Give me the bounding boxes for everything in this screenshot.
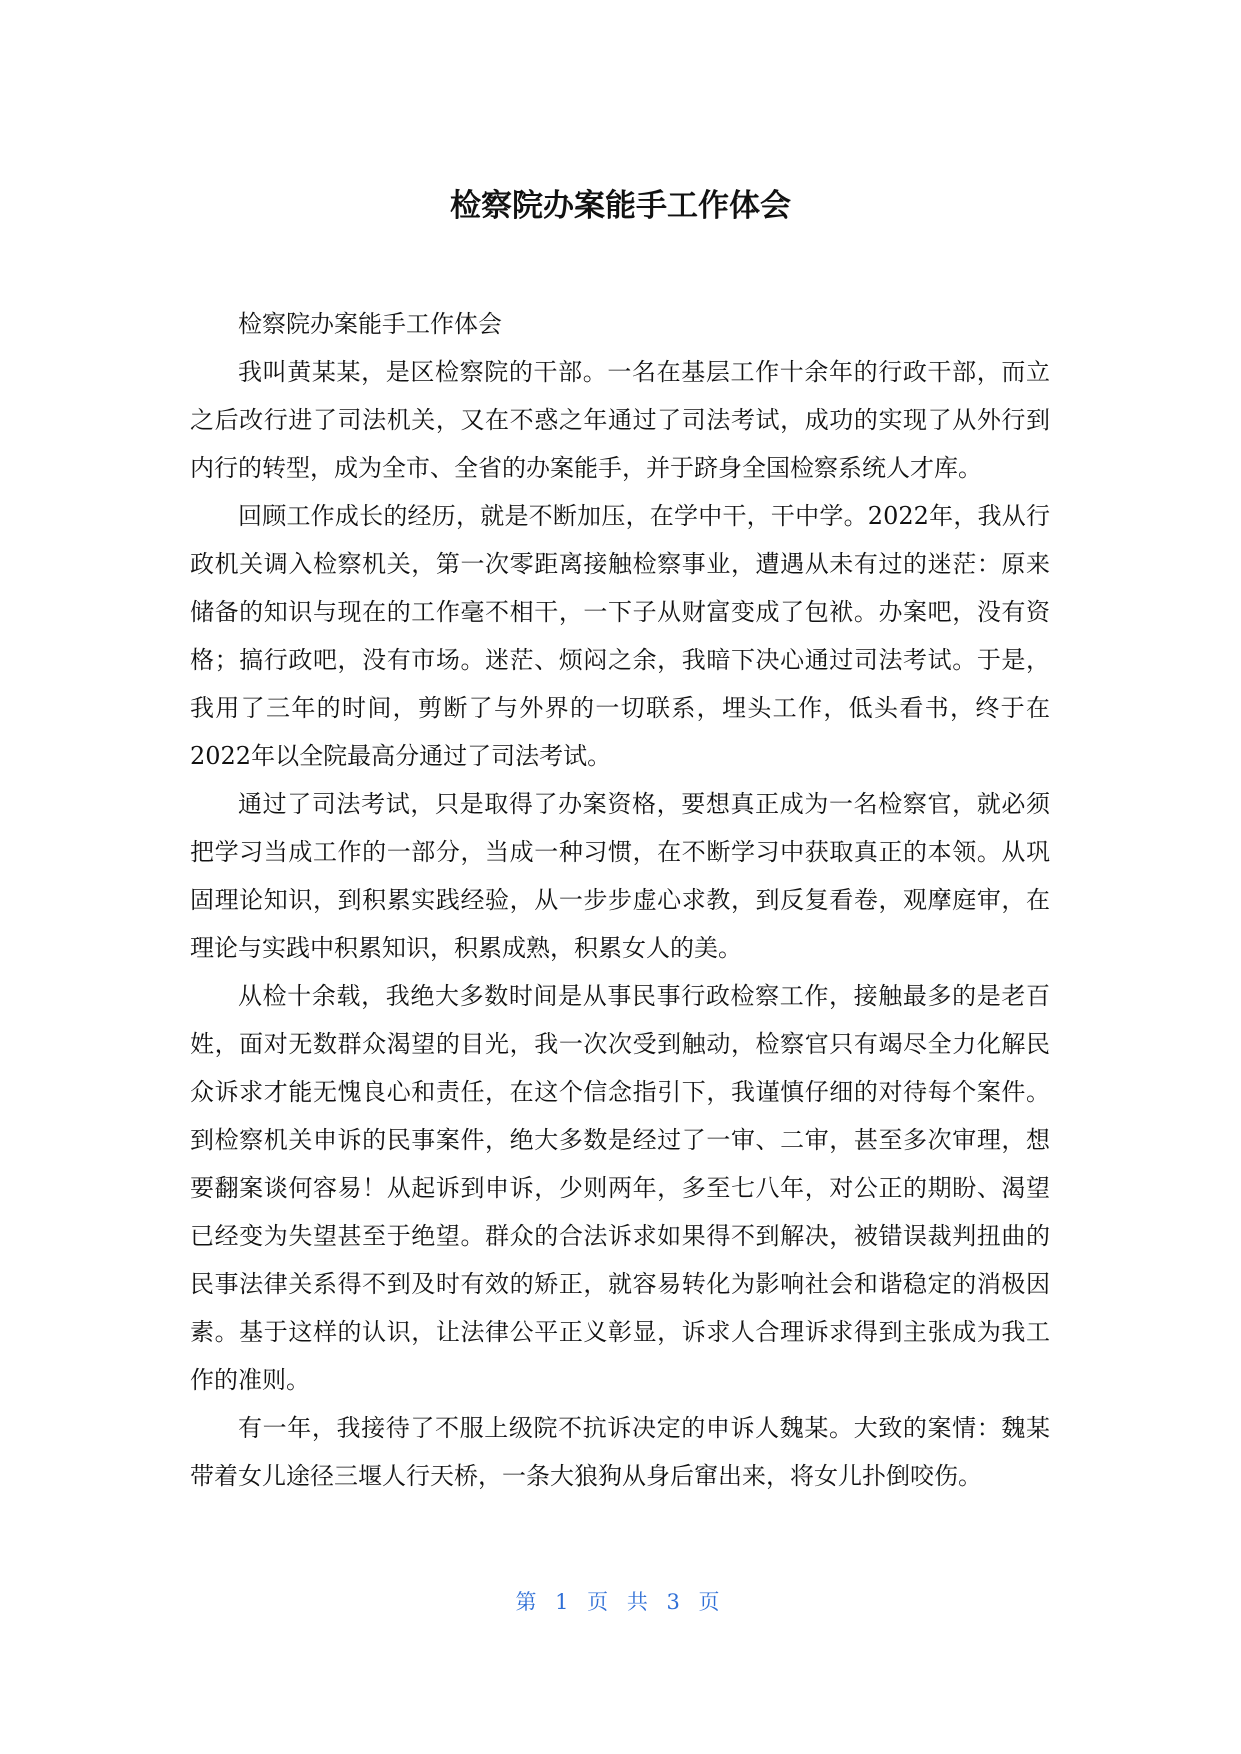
body-paragraph-5: 有一年，我接待了不服上级院不抗诉决定的申诉人魏某。大致的案情：魏某带着女儿途径三堰人行天桥，一条大狼狗从身后窜出来，将女儿扑倒咬伤。 bbox=[190, 1414, 1050, 1490]
body-paragraph-4: 从检十余载，我绝大多数时间是从事民事行政检察工作，接触最多的是老百姓，面对无数群众渴望的目光，我一次次受到触动，检察官只有竭尽全力化解民众诉求才能无愧良心和责任，在这个信念指引下，我谨慎仔细的对待每个案件。到检察机关申诉的民事案件，绝大多数是经过了一审、二审，甚至多次审理，想要翻案谈何容易！从起诉到申诉，少则两年，多至七八年，对公正的期盼、渴望已经变为失望甚至于绝望。群众的合法诉求如果得不到解决，被错误裁判扭曲的民事法律关系得不到及时有效的矫正，就容易转化为影响社会和谐稳定的消极因素。基于这样的认识，让法律公平正义彰显，诉求人合理诉求得到主张成为我工作的准则。 bbox=[190, 982, 1050, 1394]
body-paragraph-3: 通过了司法考试，只是取得了办案资格，要想真正成为一名检察官，就必须把学习当成工作的一部分，当成一种习惯，在不断学习中获取真正的本领。从巩固理论知识，到积累实践经验，从一步步虚心求教，到反复看卷，观摩庭审，在理论与实践中积累知识，积累成熟，积累女人的美。 bbox=[190, 790, 1050, 962]
document-title: 检察院办案能手工作体会 bbox=[450, 188, 791, 224]
document-body bbox=[190, 300, 1050, 1500]
page-number-footer: 第 1 页 共 3 页 bbox=[515, 1590, 726, 1614]
body-paragraph-2: 回顾工作成长的经历，就是不断加压，在学中干，干中学。2022年，我从行政机关调入检察机关，第一次零距离接触检察事业，遭遇从未有过的迷茫：原来储备的知识与现在的工作毫不相干，一下子从财富变成了包袱。办案吧，没有资格；搞行政吧，没有市场。迷茫、烦闷之余，我暗下决心通过司法考试。于是，我用了三年的时间，剪断了与外界的一切联系，埋头工作，低头看书，终于在2022年以全院最高分通过了司法考试。 bbox=[190, 502, 1050, 770]
body-paragraph-1: 我叫黄某某，是区检察院的干部。一名在基层工作十余年的行政干部，而立之后改行进了司法机关，又在不惑之年通过了司法考试，成功的实现了从外行到内行的转型，成为全市、全省的办案能手，并于跻身全国检察系统人才库。 bbox=[190, 358, 1050, 482]
document-subtitle: 检察院办案能手工作体会 bbox=[238, 310, 502, 338]
